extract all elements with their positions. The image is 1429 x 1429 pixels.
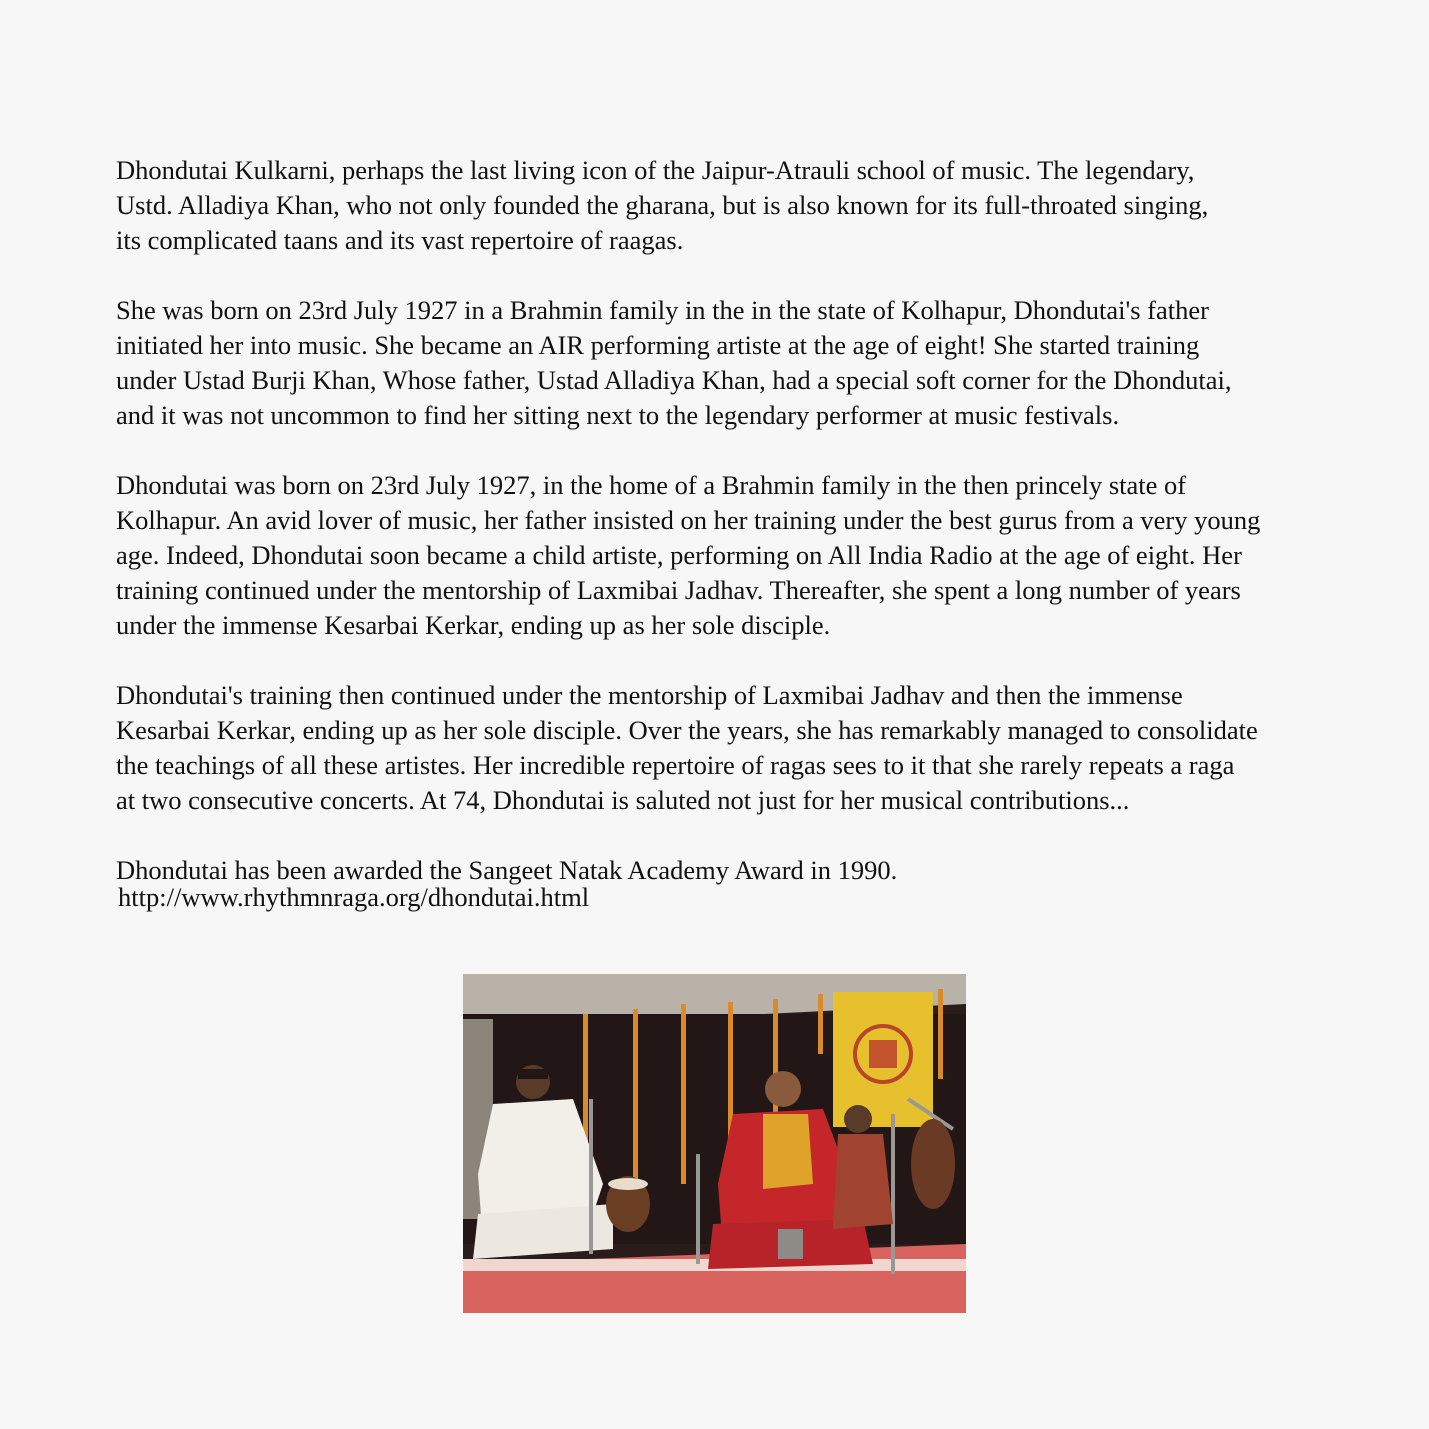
paragraph-intro: Dhondutai Kulkarni, perhaps the last living icon of the Jaipur-Atrauli school of music. The legendary, Ustd. Alladiya Khan, who not only founded the gharana, but is also known for its full-throated singing, its complicated taans and its vast repertoire of raagas. xyxy=(116,155,1209,255)
paragraph-mentorship: Dhondutai's training then continued under the mentorship of Laxmibai Jadhav and then the immense Kesarbai Kerkar, ending up as her sole disciple. Over the years, she has remarkably managed to consolidate the teachings of all these artistes. Her incredible repertoire of ragas sees to it that she rarely repeats a raga at two consecutive concerts. At 74, Dhondutai is saluted not just for her musical contributions... xyxy=(116,680,1258,815)
article-body xyxy=(116,153,1406,888)
concert-photo-illustration xyxy=(463,974,966,1313)
paragraph-early-life: She was born on 23rd July 1927 in a Brahmin family in the in the state of Kolhapur, Dhondutai's father initiated her into music. She became an AIR performing artiste at the age of eight! She started training under Ustad Burji Khan, Whose father, Ustad Alladiya Khan, had a special soft corner for the Dhondutai, and it was not uncommon to find her sitting next to the legendary performer at music festivals. xyxy=(116,295,1232,430)
concert-photo xyxy=(463,974,966,1313)
source-url: http://www.rhythmnraga.org/dhondutai.html xyxy=(118,882,590,912)
paragraph-training: Dhondutai was born on 23rd July 1927, in the home of a Brahmin family in the then princely state of Kolhapur. An avid lover of music, her father insisted on her training under the best gurus from a very young age. Indeed, Dhondutai soon became a child artiste, performing on All India Radio at the age of eight. Her training continued under the mentorship of Laxmibai Jadhav. Thereafter, she spent a long number of years under the immense Kesarbai Kerkar, ending up as her sole disciple. xyxy=(116,470,1261,640)
paragraph-award: Dhondutai has been awarded the Sangeet Natak Academy Award in 1990. xyxy=(116,855,898,885)
